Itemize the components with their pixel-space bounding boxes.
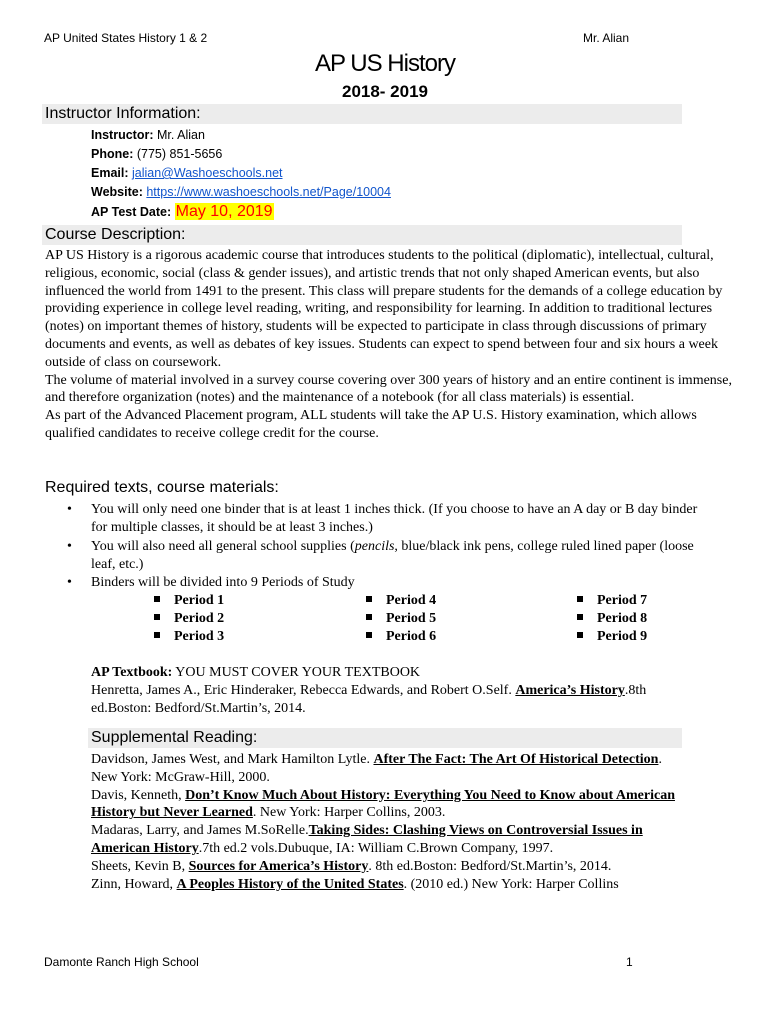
page-title: AP US History	[315, 50, 455, 77]
website-line	[91, 185, 391, 199]
reference-title: Don’t Know Much About History: Everything You Need to Know about American History but Never Learned	[91, 787, 675, 821]
footer-school: Damonte Ranch High School	[44, 955, 199, 969]
square-bullet-icon	[577, 632, 583, 638]
page-number: 1	[626, 955, 633, 969]
bullet-icon: •	[67, 539, 72, 554]
period-item: Period 9	[577, 628, 647, 646]
square-bullet-icon	[577, 596, 583, 602]
instructor-heading: Instructor Information:	[42, 104, 682, 124]
phone-value: (775) 851-5656	[136, 147, 223, 161]
square-bullet-icon	[154, 596, 160, 602]
list-item: Zinn, Howard, A Peoples History of the United States. (2010 ed.) New York: Harper Collins	[91, 876, 619, 892]
textbook-label: AP Textbook:	[91, 665, 173, 680]
header-teacher: Mr. Alian	[583, 31, 630, 45]
instructor-label: Instructor:	[91, 128, 154, 142]
course-description-body	[45, 247, 735, 443]
website-link[interactable]: https://www.washoeschools.net/Page/10004	[146, 185, 391, 199]
bullet-text: You will also need all general school supplies (pencils, blue/black ink pens, college ruled lined paper (loose leaf, etc.)	[91, 539, 694, 572]
list-item: Sheets, Kevin B, Sources for America’s History. 8th ed.Boston: Bedford/St.Martin’s, 2014.	[91, 858, 612, 874]
square-bullet-icon	[366, 614, 372, 620]
bullet-icon: •	[67, 575, 72, 590]
email-line	[91, 166, 283, 180]
website-label: Website:	[91, 185, 143, 199]
period-item: Period 7	[577, 592, 647, 610]
bullet-text: You will only need one binder that is at least 1 inches thick. (If you choose to have an A day or B day binder for multiple classes, it should be at least 3 inches.)	[91, 502, 698, 535]
textbook-line	[91, 664, 691, 682]
period-item: Period 3	[154, 628, 224, 646]
list-item: Madaras, Larry, and James M.SoRelle.Taking Sides: Clashing Views on Controversial Issues in American History.7th ed.2 vols.Dubuque, IA: William C.Brown Company, 1997.	[91, 823, 643, 856]
period-item: Period 6	[366, 628, 436, 646]
period-item: Period 2	[154, 610, 224, 628]
reference-title: A Peoples History of the United States	[176, 876, 404, 892]
email-link[interactable]: jalian@Washoeschools.net	[132, 166, 283, 180]
square-bullet-icon	[154, 632, 160, 638]
phone-label: Phone:	[91, 147, 134, 161]
reference-title: After The Fact: The Art Of Historical Detection	[373, 752, 659, 767]
supplemental-list	[91, 751, 691, 893]
testdate-value: May 10, 2019	[175, 203, 273, 220]
square-bullet-icon	[366, 632, 372, 638]
square-bullet-icon	[366, 596, 372, 602]
description-paragraph-1: AP US History is a rigorous academic course that introduces students to the political (diplomatic), intellectual, cultural, religious, economic, social (class & gender issues), and artistic trends that not only shaped American events, but also influenced the world from 1491 to the present. This class will prepare students for the demands of a college education by providing experience in college level reading, writing, and responsibility for learning. In addition to traditional lectures (notes) on important themes of history, students will be expected to participate in class through discussions of primary documents and events, as well as debates of key issues. Students can expect to spend between four and six hours a week outside of class on coursework.	[45, 248, 723, 370]
reference-title: Sources for America’s History	[188, 858, 369, 874]
header-course: AP United States History 1 & 2	[44, 31, 208, 45]
bullet-text: Binders will be divided into 9 Periods of Study	[91, 575, 355, 590]
testdate-line	[91, 203, 274, 221]
square-bullet-icon	[154, 614, 160, 620]
course-description-heading: Course Description:	[42, 225, 682, 245]
textbook-title: America’s History	[515, 682, 625, 698]
list-item: Davidson, James West, and Mark Hamilton Lytle. After The Fact: The Art Of Historical Detection. New York: McGraw-Hill, 2000.	[91, 752, 662, 785]
period-item: Period 1	[154, 592, 224, 610]
textbook-citation: Henretta, James A., Eric Hinderaker, Rebecca Edwards, and Robert O.Self. America’s History.8th ed.Boston: Bedford/St.Martin’s, 2014.	[91, 682, 647, 716]
period-item: Period 4	[366, 592, 436, 610]
bullet-icon: •	[67, 502, 72, 517]
testdate-label: AP Test Date:	[91, 205, 172, 219]
required-heading: Required texts, course materials:	[45, 479, 279, 496]
description-paragraph-3: As part of the Advanced Placement program, ALL students will take the AP U.S. History examination, which allows qualified candidates to receive college credit for the course.	[45, 408, 697, 441]
period-item: Period 8	[577, 610, 647, 628]
reference-title: Taking Sides: Clashing Views on Controversial Issues in American History	[91, 823, 643, 856]
textbook-block	[91, 664, 691, 717]
supplemental-heading: Supplemental Reading:	[88, 728, 682, 748]
instructor-value: Mr. Alian	[156, 128, 205, 142]
list-item: Davis, Kenneth, Don’t Know Much About History: Everything You Need to Know about American History but Never Learned. New York: Harper Collins, 2003.	[91, 787, 675, 821]
textbook-note: YOU MUST COVER YOUR TEXTBOOK	[172, 665, 421, 680]
description-paragraph-2: The volume of material involved in a survey course covering over 300 years of history and an entire continent is immense, and therefore organization (notes) and the maintenance of a notebook (for all class materials) is essential.	[45, 372, 732, 406]
period-item: Period 5	[366, 610, 436, 628]
square-bullet-icon	[577, 614, 583, 620]
school-year: 2018- 2019	[341, 82, 429, 101]
email-label: Email:	[91, 166, 129, 180]
instructor-line	[91, 128, 205, 142]
phone-line	[91, 147, 222, 161]
